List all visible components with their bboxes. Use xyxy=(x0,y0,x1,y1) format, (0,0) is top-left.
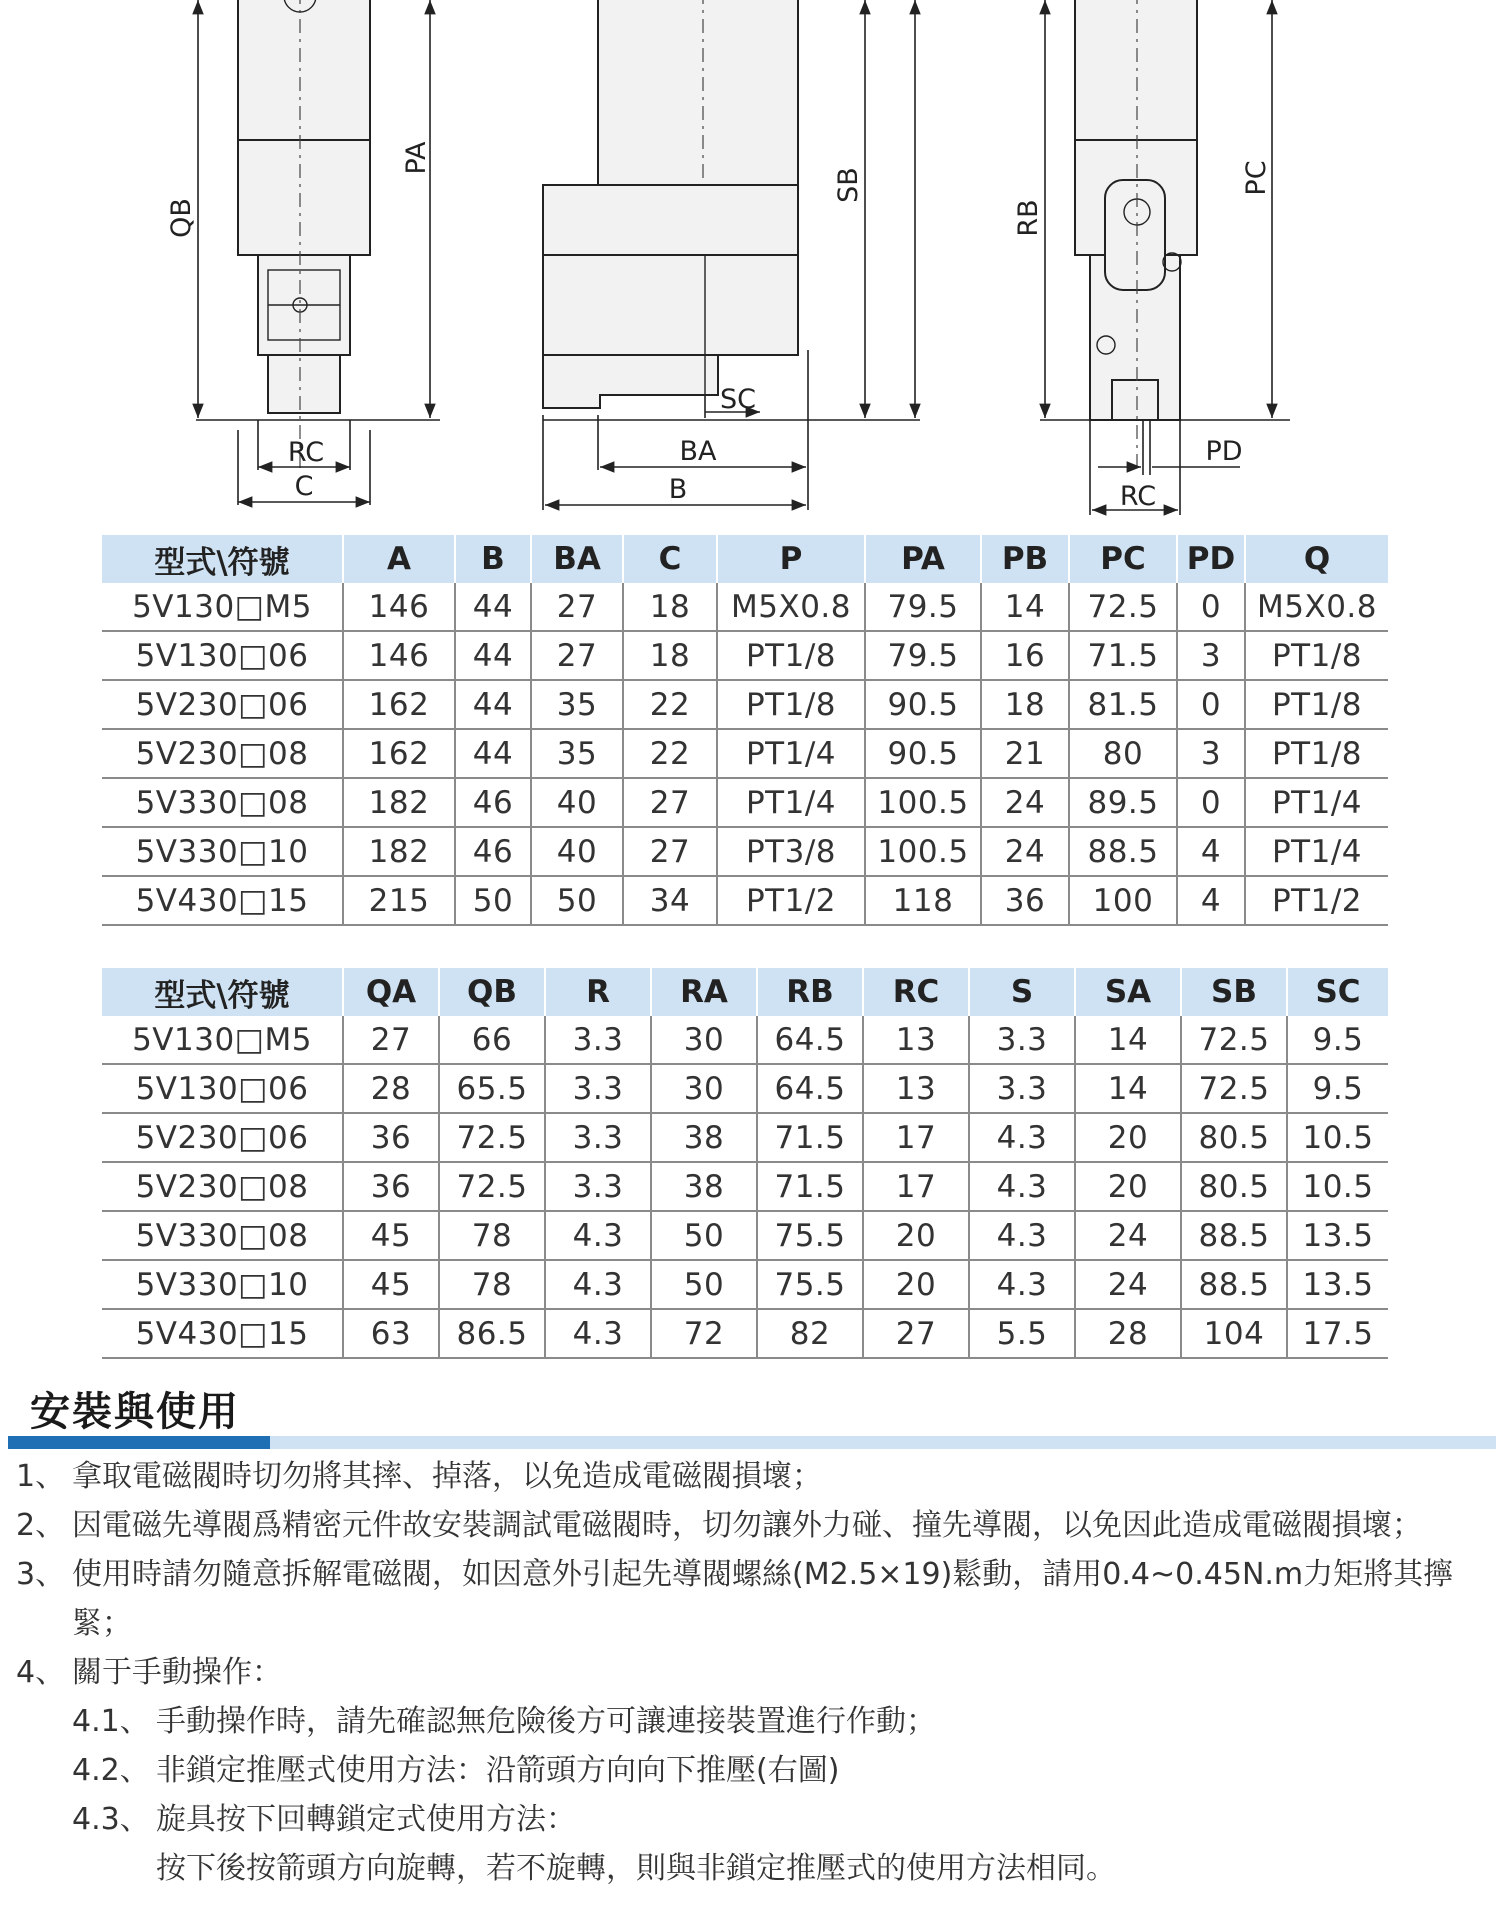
value-cell: 44 xyxy=(455,729,531,778)
table-header-row xyxy=(102,535,1388,583)
list-item xyxy=(0,1501,1500,1550)
value-cell: 4 xyxy=(1177,876,1245,925)
value-cell: 27 xyxy=(623,827,717,876)
value-cell: 35 xyxy=(531,680,623,729)
value-cell: 50 xyxy=(651,1260,757,1309)
list-item xyxy=(0,1648,1500,1697)
value-cell: 50 xyxy=(455,876,531,925)
item-number: 4.3、 xyxy=(72,1802,150,1837)
valve-dimension-drawing xyxy=(0,0,1500,530)
value-cell: 46 xyxy=(455,778,531,827)
item-text: 關于手動操作： xyxy=(72,1655,282,1690)
value-cell: 81.5 xyxy=(1069,680,1177,729)
value-cell: 66 xyxy=(439,1016,545,1064)
value-cell: 80.5 xyxy=(1181,1113,1287,1162)
model-cell: 5V130□M5 xyxy=(102,1016,343,1064)
table-row xyxy=(102,583,1388,631)
value-cell: 9.5 xyxy=(1287,1016,1388,1064)
value-cell: 3.3 xyxy=(545,1162,651,1211)
value-cell: 44 xyxy=(455,631,531,680)
value-cell: 28 xyxy=(1075,1309,1181,1358)
value-cell: 13 xyxy=(863,1064,969,1113)
value-cell: 0 xyxy=(1177,778,1245,827)
value-cell: 4.3 xyxy=(545,1211,651,1260)
value-cell: 40 xyxy=(531,827,623,876)
value-cell: 27 xyxy=(623,778,717,827)
model-cell: 5V230□06 xyxy=(102,1113,343,1162)
item-text: 按下後按箭頭方向旋轉，若不旋轉，則與非鎖定推壓式的使用方法相同。 xyxy=(156,1851,1116,1886)
value-cell: 16 xyxy=(981,631,1069,680)
value-cell: PT1/8 xyxy=(1245,631,1388,680)
dimension-table-1 xyxy=(102,535,1388,926)
value-cell: 0 xyxy=(1177,680,1245,729)
list-item xyxy=(0,1452,1500,1501)
sub-list-continuation xyxy=(0,1844,1500,1893)
value-cell: 38 xyxy=(651,1113,757,1162)
table-row xyxy=(102,876,1388,925)
value-cell: PT1/8 xyxy=(717,631,865,680)
value-cell: 27 xyxy=(343,1016,439,1064)
value-cell: 90.5 xyxy=(865,729,981,778)
header-cell: RC xyxy=(863,968,969,1016)
value-cell: 44 xyxy=(455,680,531,729)
sub-list-item xyxy=(0,1697,1500,1746)
value-cell: 20 xyxy=(863,1211,969,1260)
value-cell: 72.5 xyxy=(439,1162,545,1211)
value-cell: 4.3 xyxy=(969,1113,1075,1162)
value-cell: PT1/8 xyxy=(717,680,865,729)
model-cell: 5V330□10 xyxy=(102,827,343,876)
table-row xyxy=(102,827,1388,876)
middle-view xyxy=(543,0,920,510)
model-cell: 5V330□08 xyxy=(102,778,343,827)
value-cell: 4 xyxy=(1177,827,1245,876)
label-pc: PC xyxy=(1241,160,1272,196)
header-cell: BA xyxy=(531,535,623,583)
header-cell: B xyxy=(455,535,531,583)
header-cell: QA xyxy=(343,968,439,1016)
value-cell: 36 xyxy=(981,876,1069,925)
table-row xyxy=(102,778,1388,827)
item-number: 4.2、 xyxy=(72,1753,150,1788)
value-cell: PT3/8 xyxy=(717,827,865,876)
table-row xyxy=(102,1162,1388,1211)
header-cell: PB xyxy=(981,535,1069,583)
value-cell: PT1/4 xyxy=(1245,778,1388,827)
value-cell: 44 xyxy=(455,583,531,631)
table-row xyxy=(102,680,1388,729)
model-cell: 5V230□08 xyxy=(102,1162,343,1211)
value-cell: 64.5 xyxy=(757,1064,863,1113)
value-cell: 36 xyxy=(343,1113,439,1162)
model-cell: 5V130□M5 xyxy=(102,583,343,631)
label-b: B xyxy=(668,474,688,505)
title-underline-accent xyxy=(8,1436,270,1449)
value-cell: 63 xyxy=(343,1309,439,1358)
value-cell: 3.3 xyxy=(969,1064,1075,1113)
header-cell: SA xyxy=(1075,968,1181,1016)
value-cell: 162 xyxy=(343,729,455,778)
value-cell: 80.5 xyxy=(1181,1162,1287,1211)
item-text: 因電磁先導閥爲精密元件故安裝調試電磁閥時，切勿讓外力碰、撞先導閥，以免因此造成電磁閥損壞； xyxy=(72,1508,1422,1543)
value-cell: 72.5 xyxy=(1181,1064,1287,1113)
model-cell: 5V230□06 xyxy=(102,680,343,729)
item-text: 使用時請勿隨意拆解電磁閥，如因意外引起先導閥螺絲(M2.5×19)鬆動，請用0.4~0.45N.m力矩將其擰緊； xyxy=(72,1557,1454,1641)
value-cell: 118 xyxy=(865,876,981,925)
table-header-row xyxy=(102,968,1388,1016)
table-row xyxy=(102,1309,1388,1358)
value-cell: 3.3 xyxy=(969,1016,1075,1064)
value-cell: 40 xyxy=(531,778,623,827)
value-cell: PT1/4 xyxy=(1245,827,1388,876)
value-cell: 18 xyxy=(623,631,717,680)
list-item xyxy=(0,1550,1500,1648)
value-cell: 90.5 xyxy=(865,680,981,729)
value-cell: 27 xyxy=(863,1309,969,1358)
header-cell: R xyxy=(545,968,651,1016)
value-cell: 65.5 xyxy=(439,1064,545,1113)
header-cell: PA xyxy=(865,535,981,583)
value-cell: 36 xyxy=(343,1162,439,1211)
value-cell: 27 xyxy=(531,583,623,631)
model-cell: 5V330□08 xyxy=(102,1211,343,1260)
value-cell: 100.5 xyxy=(865,827,981,876)
value-cell: 182 xyxy=(343,827,455,876)
value-cell: 71.5 xyxy=(757,1113,863,1162)
value-cell: 3.3 xyxy=(545,1016,651,1064)
value-cell: 88.5 xyxy=(1069,827,1177,876)
value-cell: 14 xyxy=(1075,1064,1181,1113)
value-cell: 88.5 xyxy=(1181,1211,1287,1260)
value-cell: 14 xyxy=(1075,1016,1181,1064)
value-cell: 80 xyxy=(1069,729,1177,778)
value-cell: 100.5 xyxy=(865,778,981,827)
value-cell: 38 xyxy=(651,1162,757,1211)
value-cell: PT1/4 xyxy=(717,729,865,778)
value-cell: 45 xyxy=(343,1211,439,1260)
value-cell: 20 xyxy=(863,1260,969,1309)
label-pd: PD xyxy=(1205,436,1243,467)
header-cell: RA xyxy=(651,968,757,1016)
header-cell: 型式\符號 xyxy=(102,535,343,583)
value-cell: 20 xyxy=(1075,1162,1181,1211)
title-underline xyxy=(270,1436,1496,1449)
value-cell: 10.5 xyxy=(1287,1162,1388,1211)
model-cell: 5V330□10 xyxy=(102,1260,343,1309)
value-cell: PT1/8 xyxy=(1245,680,1388,729)
header-cell: PC xyxy=(1069,535,1177,583)
value-cell: 86.5 xyxy=(439,1309,545,1358)
label-sc: SC xyxy=(720,384,756,415)
value-cell: 50 xyxy=(531,876,623,925)
value-cell: PT1/8 xyxy=(1245,729,1388,778)
value-cell: PT1/4 xyxy=(717,778,865,827)
table-row xyxy=(102,1113,1388,1162)
label-qb: QB xyxy=(166,198,197,238)
value-cell: 28 xyxy=(343,1064,439,1113)
table-row xyxy=(102,1064,1388,1113)
table-row xyxy=(102,631,1388,680)
value-cell: M5X0.8 xyxy=(1245,583,1388,631)
model-cell: 5V230□08 xyxy=(102,729,343,778)
value-cell: 72.5 xyxy=(1181,1016,1287,1064)
value-cell: 4.3 xyxy=(969,1162,1075,1211)
value-cell: 78 xyxy=(439,1211,545,1260)
label-pa: PA xyxy=(401,141,432,175)
item-number: 3、 xyxy=(16,1557,66,1592)
label-c: C xyxy=(294,471,314,502)
table-row xyxy=(102,1211,1388,1260)
header-cell: P xyxy=(717,535,865,583)
header-cell: PD xyxy=(1177,535,1245,583)
value-cell: 3.3 xyxy=(545,1064,651,1113)
value-cell: 78 xyxy=(439,1260,545,1309)
value-cell: PT1/2 xyxy=(717,876,865,925)
label-rb: RB xyxy=(1013,199,1044,237)
value-cell: 75.5 xyxy=(757,1260,863,1309)
value-cell: 182 xyxy=(343,778,455,827)
sub-list-item xyxy=(0,1746,1500,1795)
section-title: 安裝與使用 xyxy=(30,1389,240,1435)
value-cell: 18 xyxy=(623,583,717,631)
value-cell: 146 xyxy=(343,631,455,680)
value-cell: 18 xyxy=(981,680,1069,729)
value-cell: 72.5 xyxy=(439,1113,545,1162)
value-cell: 0 xyxy=(1177,583,1245,631)
header-cell: C xyxy=(623,535,717,583)
value-cell: M5X0.8 xyxy=(717,583,865,631)
value-cell: 24 xyxy=(1075,1211,1181,1260)
model-cell: 5V430□15 xyxy=(102,876,343,925)
value-cell: 100 xyxy=(1069,876,1177,925)
value-cell: 3 xyxy=(1177,729,1245,778)
left-view xyxy=(166,0,440,505)
value-cell: 82 xyxy=(757,1309,863,1358)
value-cell: 21 xyxy=(981,729,1069,778)
value-cell: 22 xyxy=(623,680,717,729)
value-cell: 4.3 xyxy=(545,1309,651,1358)
label-rc-left: RC xyxy=(287,437,325,468)
value-cell: 24 xyxy=(981,778,1069,827)
value-cell: 24 xyxy=(1075,1260,1181,1309)
value-cell: 24 xyxy=(981,827,1069,876)
value-cell: 3.3 xyxy=(545,1113,651,1162)
value-cell: 4.3 xyxy=(969,1260,1075,1309)
value-cell: 20 xyxy=(1075,1113,1181,1162)
value-cell: 13.5 xyxy=(1287,1260,1388,1309)
value-cell: 3 xyxy=(1177,631,1245,680)
value-cell: 13.5 xyxy=(1287,1211,1388,1260)
label-rc-right: RC xyxy=(1119,481,1157,512)
value-cell: 10.5 xyxy=(1287,1113,1388,1162)
value-cell: 14 xyxy=(981,583,1069,631)
value-cell: 17.5 xyxy=(1287,1309,1388,1358)
header-cell: S xyxy=(969,968,1075,1016)
header-cell: RB xyxy=(757,968,863,1016)
instruction-list xyxy=(0,1452,1500,1893)
value-cell: 34 xyxy=(623,876,717,925)
value-cell: 30 xyxy=(651,1016,757,1064)
value-cell: 215 xyxy=(343,876,455,925)
sub-list-item xyxy=(0,1795,1500,1844)
item-number: 4、 xyxy=(16,1655,66,1690)
value-cell: 17 xyxy=(863,1162,969,1211)
item-text: 旋具按下回轉鎖定式使用方法： xyxy=(156,1802,576,1837)
table-body xyxy=(102,583,1388,925)
header-cell: Q xyxy=(1245,535,1388,583)
item-text: 手動操作時，請先確認無危險後方可讓連接裝置進行作動； xyxy=(156,1704,936,1739)
value-cell: 35 xyxy=(531,729,623,778)
value-cell: 9.5 xyxy=(1287,1064,1388,1113)
header-cell: A xyxy=(343,535,455,583)
value-cell: 104 xyxy=(1181,1309,1287,1358)
value-cell: 71.5 xyxy=(757,1162,863,1211)
item-text: 非鎖定推壓式使用方法：沿箭頭方向向下推壓(右圖) xyxy=(156,1753,840,1788)
model-cell: 5V130□06 xyxy=(102,1064,343,1113)
item-number: 2、 xyxy=(16,1508,66,1543)
value-cell: 79.5 xyxy=(865,583,981,631)
item-number: 1、 xyxy=(16,1459,66,1494)
value-cell: 89.5 xyxy=(1069,778,1177,827)
value-cell: 64.5 xyxy=(757,1016,863,1064)
value-cell: 71.5 xyxy=(1069,631,1177,680)
label-ba: BA xyxy=(679,436,717,467)
value-cell: 4.3 xyxy=(545,1260,651,1309)
table-row xyxy=(102,1260,1388,1309)
item-text: 拿取電磁閥時切勿將其摔、掉落，以免造成電磁閥損壞； xyxy=(72,1459,822,1494)
item-number: 4.1、 xyxy=(72,1704,150,1739)
value-cell: 75.5 xyxy=(757,1211,863,1260)
value-cell: 72 xyxy=(651,1309,757,1358)
table-body xyxy=(102,1016,1388,1358)
value-cell: 146 xyxy=(343,583,455,631)
right-view xyxy=(1013,0,1290,515)
value-cell: 72.5 xyxy=(1069,583,1177,631)
model-cell: 5V430□15 xyxy=(102,1309,343,1358)
value-cell: 45 xyxy=(343,1260,439,1309)
value-cell: 17 xyxy=(863,1113,969,1162)
header-cell: 型式\符號 xyxy=(102,968,343,1016)
header-cell: QB xyxy=(439,968,545,1016)
value-cell: PT1/2 xyxy=(1245,876,1388,925)
value-cell: 46 xyxy=(455,827,531,876)
value-cell: 4.3 xyxy=(969,1211,1075,1260)
value-cell: 50 xyxy=(651,1211,757,1260)
header-cell: SB xyxy=(1181,968,1287,1016)
label-sb: SB xyxy=(833,167,864,203)
dimension-table-2 xyxy=(102,968,1388,1359)
header-cell: SC xyxy=(1287,968,1388,1016)
value-cell: 13 xyxy=(863,1016,969,1064)
value-cell: 88.5 xyxy=(1181,1260,1287,1309)
value-cell: 5.5 xyxy=(969,1309,1075,1358)
value-cell: 22 xyxy=(623,729,717,778)
table-row xyxy=(102,1016,1388,1064)
value-cell: 79.5 xyxy=(865,631,981,680)
table-row xyxy=(102,729,1388,778)
value-cell: 30 xyxy=(651,1064,757,1113)
model-cell: 5V130□06 xyxy=(102,631,343,680)
value-cell: 27 xyxy=(531,631,623,680)
value-cell: 162 xyxy=(343,680,455,729)
